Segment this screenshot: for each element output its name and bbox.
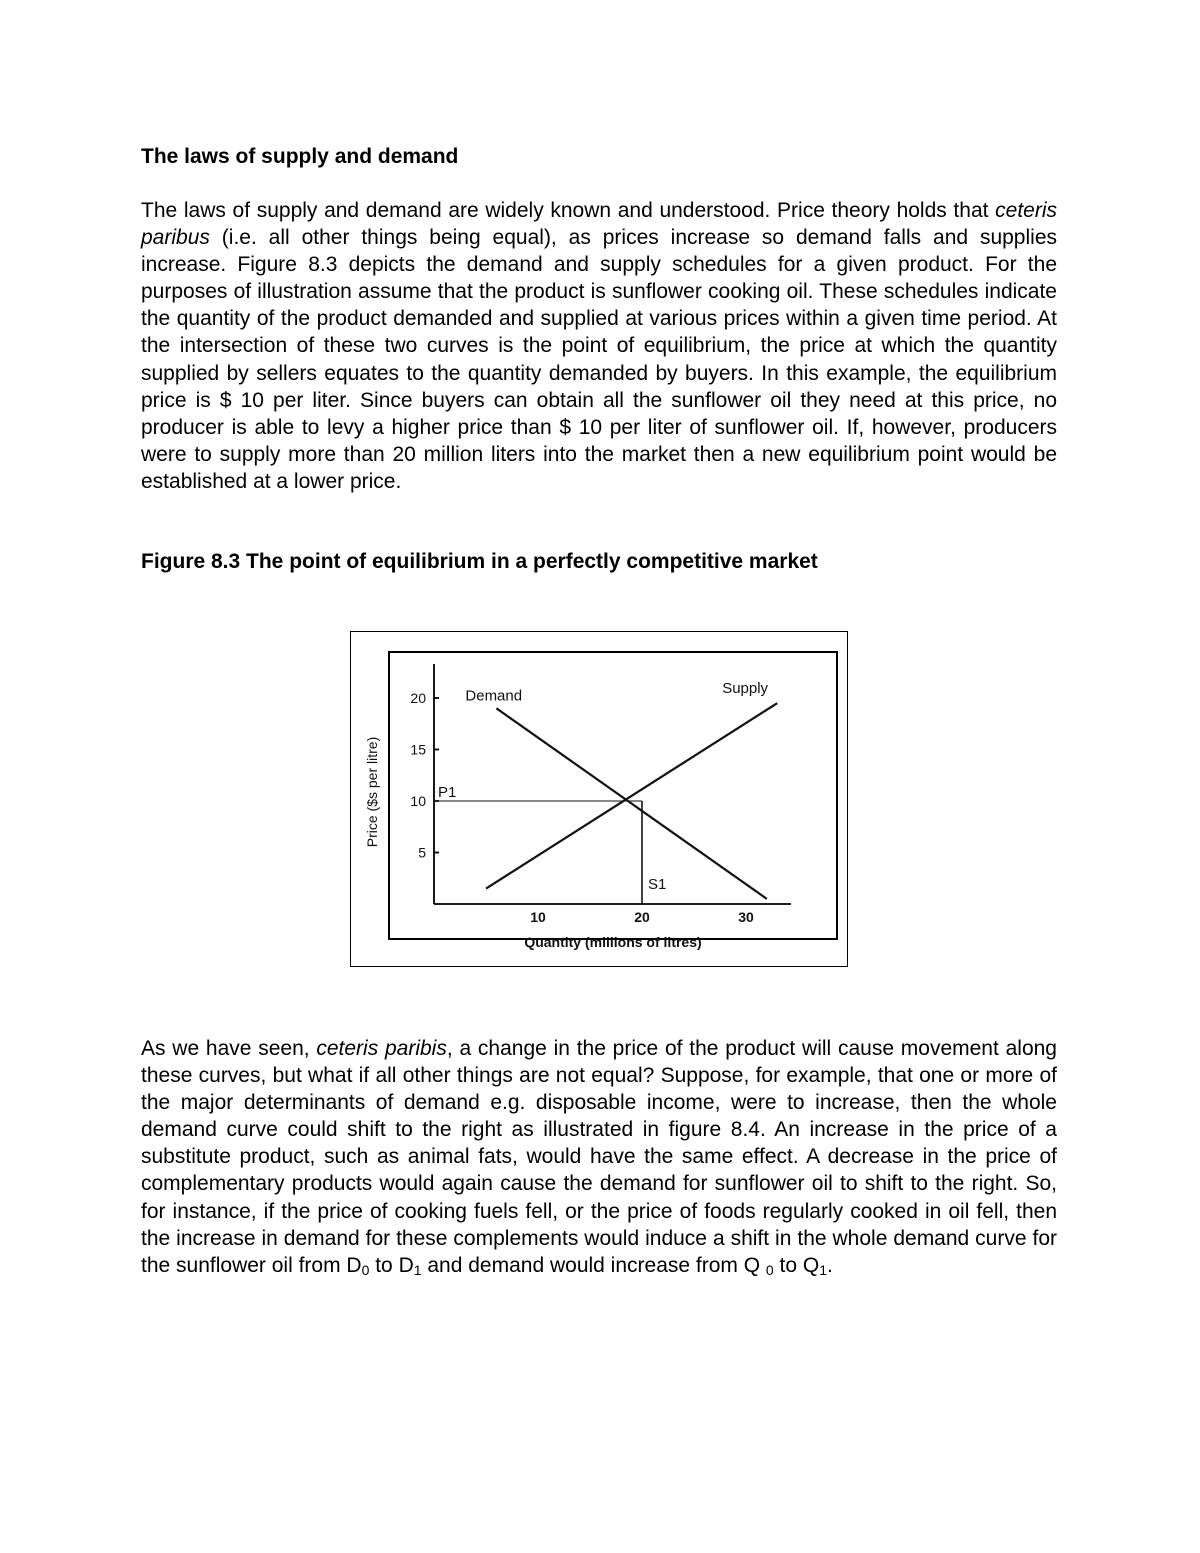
price-label-p1: P1 [438, 784, 457, 801]
subscript-q0: 0 [765, 1261, 774, 1278]
demand-curve-label: Demand [465, 687, 523, 705]
y-tick-label-10: 10 [410, 793, 426, 809]
subscript-q1: 1 [819, 1261, 828, 1278]
x-tick-label-30: 30 [738, 909, 754, 925]
subscript-d1: 1 [413, 1261, 422, 1278]
equilibrium-guides [434, 801, 642, 904]
section-heading: The laws of supply and demand [141, 145, 459, 168]
x-tick-label-20: 20 [634, 909, 650, 925]
y-tick-label-20: 20 [410, 690, 426, 706]
paragraph2-text-5: to Q [773, 1253, 820, 1277]
paragraph1-italic-term: ceteris paribus [141, 199, 1057, 250]
y-axis-label: Price ($s per litre) [364, 736, 380, 848]
paragraph2-text-3: to D [369, 1253, 414, 1277]
subscript-d0: 0 [361, 1261, 370, 1278]
paragraph-demand-shift [141, 1035, 1057, 1279]
series-layer [465, 680, 777, 899]
y-tick-label-5: 5 [418, 844, 426, 861]
paragraph2-text-4: and demand would increase from Q [421, 1253, 766, 1277]
paragraph2-text-1: As we have seen, [141, 1037, 317, 1060]
figure-8-3 [350, 631, 848, 967]
paragraph2-italic-term: ceteris paribis [316, 1037, 447, 1060]
y-tick-label-15: 15 [410, 741, 426, 758]
quantity-label-s1: S1 [648, 876, 667, 893]
x-axis-label: Quantity (millions of litres) [524, 934, 702, 950]
supply-curve-label: Supply [722, 680, 769, 698]
x-ticks [530, 909, 754, 925]
x-tick-label-10: 10 [530, 909, 546, 925]
supply-demand-chart [351, 632, 849, 968]
paragraph1-text-start: The laws of supply and demand are widely known and understood. Price theory holds that [141, 199, 996, 222]
paragraph-laws-intro [141, 197, 1057, 495]
paragraph2-text-6: . [827, 1253, 833, 1277]
paragraph1-text-end: (i.e. all other things being equal), as prices increase so demand falls and supplies increase. Figure 8.3 depicts the demand and supply schedules for a given product. For the purposes of illustration assume that the product is sunflower cooking oil. These schedules indicate the quantity of the product demanded and supplied at various prices within a given time period. At the intersection of these two curves is the point of equilibrium, the price at which the quantity supplied by sellers equates to the quantity demanded by buyers. In this example, the equilibrium price is $ 10 per liter. Since buyers can obtain all the sunflower oil they need at this price, no producer is able to levy a higher price than $ 10 per liter of sunflower oil. If, however, producers were to supply more than 20 million liters into the market then a new equilibrium point would be established at a lower price. [141, 226, 1057, 493]
figure-caption: Figure 8.3 The point of equilibrium in a perfectly competitive market [141, 550, 818, 573]
paragraph2-text-2: , a change in the price of the product will cause movement along these curves, but what if all other things are not equal? Suppose, for example, that one or more of the major determinants of demand e.g. disposable income, were to increase, then the whole demand curve could shift to the right as illustrated in figure 8.4. An increase in the price of a substitute product, such as animal fats, would have the same effect. A decrease in the price of complementary products would again cause the demand for sunflower oil to shift to the right. So, for instance, if the price of cooking fuels fell, or the price of foods regularly cooked in oil fell, then the increase in demand for these complements would induce a shift in the whole demand curve for the sunflower oil from D [141, 1037, 1057, 1277]
